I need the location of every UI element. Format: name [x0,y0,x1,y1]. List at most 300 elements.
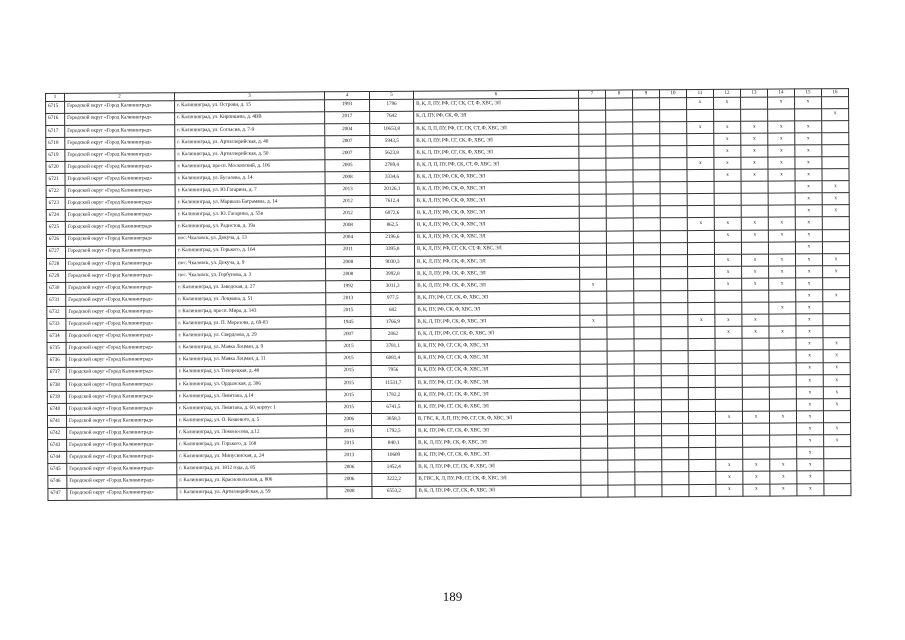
mark-cell [823,314,850,326]
mark-cell [689,436,716,448]
municipality: Городской округ «Город Калининград» [66,270,176,283]
mark-cell [689,460,716,472]
mark-cell: x [796,266,823,278]
municipality: Городской округ «Город Калининград» [66,415,176,428]
area: 3781,1 [371,341,415,353]
mark-cell [823,326,850,338]
mark-cell [823,277,850,289]
works-list: В, К, ПУ, РФ, СГ, СК, Ф, ХВС, ЭЛ [416,424,581,437]
mark-cell: x [741,230,768,242]
address: пос. Чкаловск, ул. Докуча, д. 9 [176,257,326,270]
works-list: В, К, Л, ПУ, РФ, СГ, СК, Ф, ХВС, ЭЛ [416,485,581,498]
mark-cell [662,460,689,472]
record-number: 6727 [46,246,65,258]
mark-cell [688,375,715,387]
mark-cell [634,400,661,412]
mark-cell: x [797,459,824,471]
mark-cell [607,363,634,375]
year: 2006 [327,474,372,486]
mark-cell: x [687,121,714,133]
mark-cell: x [768,169,795,181]
mark-cell [579,170,606,182]
mark-cell [580,376,607,388]
year: 2013 [326,293,371,305]
works-list: В, К, ПУ, РФ, СГ, СК, Ф, ХВС, ЭЛ [415,340,580,353]
mark-cell [579,255,606,267]
mark-cell [579,182,606,194]
works-list: В, К, Л, П, ПУ, РФ, СК, СТ, Ф, ХВС, ЭЛ [414,158,579,171]
mark-cell: x [742,314,769,326]
mark-cell [607,303,634,315]
mark-cell: x [768,229,795,241]
mark-cell: x [824,423,851,435]
mark-cell [579,158,606,170]
mark-cell [688,399,715,411]
mark-cell [715,363,742,375]
municipality: Городской округ «Город Калининград» [66,390,176,403]
column-number: 12 [713,89,740,97]
mark-cell [769,387,796,399]
mark-cell: x [768,96,795,108]
mark-cell [607,291,634,303]
mark-cell [660,230,687,242]
mark-cell [579,219,606,231]
address: пос. Чкаловск, ул. Докуча, д. 13 [175,232,325,245]
mark-cell [741,193,768,205]
record-number: 6736 [47,355,66,367]
address: г. Калининград, ул. Левитана, д.14 [176,390,326,403]
mark-cell [822,132,849,144]
mark-cell [661,412,688,424]
mark-cell [688,278,715,290]
record-number: 6738 [47,379,66,391]
mark-cell [608,448,635,460]
mark-cell: x [797,483,824,495]
mark-cell [634,387,661,399]
mark-cell [688,411,715,423]
mark-cell: x [796,326,823,338]
mark-cell [635,436,662,448]
mark-cell: x [741,145,768,157]
mark-cell: x [715,278,742,290]
mark-cell [633,218,660,230]
mark-cell [741,109,768,121]
column-number: 9 [632,90,659,98]
municipality: Городской округ «Город Калининград» [65,112,175,125]
mark-cell [579,98,606,110]
mark-cell [607,388,634,400]
works-list: В, К, ПУ, РФ, СГ, СК, Ф, ХВС, ЭЛ [415,352,580,365]
mark-cell: x [742,266,769,278]
record-number: 6732 [47,306,66,318]
address: г. Калининград, ул. Ломоносова, д.12 [177,426,327,439]
year: 2005 [325,159,370,171]
area: 3222,2 [372,474,416,486]
year: 2015 [326,341,371,353]
mark-cell [769,375,796,387]
works-list: В, К, ПУ, РФ, СГ, СК, Ф, ХВС, ЭЛ [415,291,580,304]
mark-cell [606,170,633,182]
mark-cell: x [823,374,850,386]
mark-cell [715,375,742,387]
address: г. Калининград, ул. Ордынская, д. 306 [176,377,326,390]
address: г. Калининград, ул. Краснопольская, д. 806 [177,474,327,487]
mark-cell [742,375,769,387]
year: 2017 [325,111,370,123]
mark-cell [770,423,797,435]
mark-cell [743,423,770,435]
mark-cell [688,266,715,278]
year: 2013 [325,184,370,196]
mark-cell [635,460,662,472]
record-number: 6731 [47,294,66,306]
municipality: Городской округ «Город Калининград» [65,161,175,174]
area: 7956 [371,365,415,377]
area: 20126,1 [370,183,414,195]
mark-cell [634,279,661,291]
mark-cell: x [795,133,822,145]
address: г. Калининград, ул. Свердлова, д. 29 [176,329,326,342]
mark-cell [579,243,606,255]
mark-cell [580,412,607,424]
mark-cell [660,242,687,254]
mark-cell: x [580,279,607,291]
area: 10653,8 [370,123,414,135]
record-number: 6719 [46,149,65,161]
municipality: Городской округ «Город Калининград» [65,197,175,210]
year: 2008 [327,486,372,498]
mark-cell: x [714,218,741,230]
column-number: 1 [46,93,65,101]
municipality: Городской округ «Город Калининград» [67,487,177,500]
mark-cell: x [580,315,607,327]
mark-cell: x [796,374,823,386]
year: 2013 [327,450,372,462]
mark-cell [580,339,607,351]
mark-cell [687,133,714,145]
works-list: К, Л, ПУ, РФ, СК, Ф, ЭЛ [414,110,579,123]
mark-cell: x [743,484,770,496]
mark-cell: x [796,411,823,423]
municipality: Городской округ «Город Калининград» [65,149,175,162]
mark-cell: x [797,423,824,435]
mark-cell: x [687,97,714,109]
mark-cell [741,205,768,217]
mark-cell [687,182,714,194]
year: 2008 [326,268,371,280]
mark-cell [579,231,606,243]
mark-cell [689,448,716,460]
mark-cell [634,291,661,303]
works-list: В, К, Л, ПУ, РФ, СК, Ф, ХВС, ЭЛ [414,231,579,244]
mark-cell [580,400,607,412]
mark-cell [742,290,769,302]
area: 9030,3 [371,256,415,268]
address: г. Калининград, ул. Левитана, д. 60, корпус 1 [176,402,326,415]
mark-cell: x [823,290,850,302]
address: пос. Чкаловск, ул. Горбунова, д. 3 [176,269,326,282]
mark-cell [741,242,768,254]
address: г. Калининград, ул. Островн, д. 15 [175,99,325,112]
area: 6741,5 [371,401,415,413]
mark-cell [688,387,715,399]
mark-cell [662,424,689,436]
mark-cell: x [822,181,849,193]
year: 2008 [325,220,370,232]
mark-cell [688,339,715,351]
works-list: В, К, Л, ПУ, РФ, СК, Ф, ХВС, ЭЛ [415,267,580,280]
mark-cell [580,291,607,303]
mark-cell [633,242,660,254]
record-number: 6728 [47,258,66,270]
works-list: В, К, ПУ, РФ, СГ, СК, Ф, ХВС, ЭЛ [415,376,580,389]
mark-cell: x [743,471,770,483]
mark-cell [660,133,687,145]
mark-cell: x [797,447,824,459]
mark-cell [634,327,661,339]
record-number: 6744 [48,452,67,464]
record-number: 6746 [48,476,67,488]
mark-cell [823,411,850,423]
municipality: Городской округ «Город Калининград» [67,439,177,452]
mark-cell: x [770,459,797,471]
mark-cell [714,206,741,218]
municipality: Городской округ «Город Калининград» [66,330,176,343]
mark-cell [742,338,769,350]
year: 1945 [326,317,371,329]
mark-cell [607,412,634,424]
address: г. Калининград, просп. Московский, д. 106 [175,160,325,173]
mark-cell [687,194,714,206]
address: г. Калининград, ул. Кирпишева, д. 4ВВ [175,111,325,124]
mark-cell [580,352,607,364]
mark-cell [687,242,714,254]
mark-cell [635,424,662,436]
year: 2015 [326,353,371,365]
mark-cell: x [768,121,795,133]
mark-cell [635,484,662,496]
mark-cell [606,218,633,230]
mark-cell: x [769,278,796,290]
address: г. Калининград, ул. Артиллерийская, д. 50 [175,148,325,161]
mark-cell: x [769,326,796,338]
mark-cell: x [796,338,823,350]
mark-cell: x [743,459,770,471]
municipality: Городской округ «Город Калининград» [66,378,176,391]
mark-cell: x [715,327,742,339]
column-number: 11 [686,89,713,97]
mark-cell [608,436,635,448]
mark-cell: x [741,133,768,145]
mark-cell [634,303,661,315]
mark-cell [768,242,795,254]
mark-cell [606,97,633,109]
mark-cell [688,290,715,302]
mark-cell [661,387,688,399]
area: 3334,6 [370,171,414,183]
municipality: Городской округ «Город Калининград» [66,354,176,367]
mark-cell: x [824,435,851,447]
mark-cell [606,255,633,267]
mark-cell [715,399,742,411]
area: 1796 [370,99,414,111]
mark-cell: x [714,169,741,181]
address: г. Калининград, ул. Горького, д. 164 [175,244,325,257]
mark-cell [608,460,635,472]
column-number: 3 [175,92,325,100]
mark-cell: x [795,120,822,132]
mark-cell [579,146,606,158]
mark-cell: x [822,253,849,265]
mark-cell [769,362,796,374]
mark-cell: x [716,460,743,472]
mark-cell [822,120,849,132]
address: г. Калининград, ул. 1812 года, д. 85 [177,462,327,475]
mark-cell [661,303,688,315]
mark-cell: x [741,169,768,181]
municipality: Городской округ «Город Калининград» [66,282,176,295]
year: 2015 [327,426,372,438]
area: 10609 [372,449,416,461]
municipality: Городской округ «Город Калининград» [67,463,177,476]
area: 1452,4 [372,462,416,474]
column-number: 4 [324,92,369,100]
year: 2004 [325,232,370,244]
mark-cell [715,302,742,314]
year: 1993 [325,99,370,111]
mark-cell [689,484,716,496]
mark-cell: x [795,229,822,241]
mark-cell: x [795,169,822,181]
mark-cell [633,254,660,266]
mark-cell: x [715,266,742,278]
mark-cell [661,327,688,339]
year: 2011 [325,244,370,256]
address: г. Калининград, ул. Горького, д. 168 [177,438,327,451]
mark-cell [688,351,715,363]
mark-cell: x [796,350,823,362]
mark-cell [634,412,661,424]
area: 977,5 [371,292,415,304]
mark-cell [662,436,689,448]
mark-cell [742,399,769,411]
mark-cell: x [823,362,850,374]
record-number: 6734 [47,331,66,343]
mark-cell [716,423,743,435]
municipality: Городской округ «Город Калининград» [67,475,177,488]
mark-cell [822,229,849,241]
works-list: В, К, ПУ, РФ, СГ, СК, Ф, ХВС, ЭЛ [415,388,580,401]
mark-cell [769,399,796,411]
works-list: В, К, Л, П, ПУ, РФ, СГ, СК, СТ, Ф, ХВС, ЭЛ [414,122,579,135]
record-number: 6743 [48,439,67,451]
mark-cell [633,134,660,146]
mark-cell: x [797,471,824,483]
mark-cell [579,122,606,134]
mark-cell [580,267,607,279]
mark-cell [661,278,688,290]
municipality: Городской округ «Город Калининград» [66,294,176,307]
year: 2007 [325,147,370,159]
mark-cell: x [796,314,823,326]
area: 5943,5 [370,135,414,147]
mark-cell [580,303,607,315]
works-list: В, К, Л, ПУ, РФ, СГ, СК, Ф, ХВС, ЭЛ [415,328,580,341]
mark-cell: x [769,302,796,314]
mark-cell: x [796,362,823,374]
record-number: 6720 [46,161,65,173]
year: 2015 [326,365,371,377]
mark-cell: x [796,302,823,314]
municipality: Городской округ «Город Калининград» [65,233,175,246]
mark-cell [660,145,687,157]
area: 3858,3 [371,413,415,425]
mark-cell [607,351,634,363]
mark-cell: x [741,121,768,133]
mark-cell [660,170,687,182]
area: 2862 [371,329,415,341]
mark-cell [581,472,608,484]
mark-cell [770,435,797,447]
mark-cell [716,435,743,447]
mark-cell [688,363,715,375]
municipality: Городской округ «Город Калининград» [67,427,177,440]
municipality: Городской округ «Город Калининград» [65,209,175,222]
mark-cell [715,387,742,399]
mark-cell [660,121,687,133]
works-list: В, К, Л, ПУ, РФ, СК, Ф, ХВС, ЭЛ [414,207,579,220]
mark-cell [661,266,688,278]
mark-cell: x [688,315,715,327]
mark-cell [608,472,635,484]
address: г. Калининград, ул. Тихорецкая, д. 48 [176,365,326,378]
mark-cell [822,217,849,229]
mark-cell [633,182,660,194]
address: г. Калининград, ул. Минусинская, д. 24 [177,450,327,463]
mark-cell [770,447,797,459]
year: 2006 [327,462,372,474]
area: 862,5 [370,220,414,232]
mark-cell [606,230,633,242]
year: 2015 [326,401,371,413]
mark-cell: x [742,278,769,290]
mark-cell [715,290,742,302]
mark-cell [660,194,687,206]
mark-cell: x [823,338,850,350]
works-list: В, К, Л, ПУ, РФ, СГ, СК, СТ, Ф, ХВС, ЭЛ [414,243,579,256]
municipality: Городской округ «Город Калининград» [65,185,175,198]
record-number: 6741 [47,415,66,427]
address: г. Калининград, ул. П. Морозова, д. 69-83 [176,317,326,330]
mark-cell [607,400,634,412]
mark-cell [579,206,606,218]
municipality: Городской округ «Город Калининград» [65,245,175,258]
mark-cell [768,193,795,205]
works-list: В, К, Л, ПУ, РФ, СК, Ф, ХВС, ЭЛ [414,182,579,195]
mark-cell: x [796,387,823,399]
mark-cell [714,193,741,205]
mark-cell [742,387,769,399]
mark-cell: x [687,157,714,169]
record-number: 6730 [47,282,66,294]
mark-cell [580,364,607,376]
mark-cell [606,158,633,170]
address: г. Калининград, ул. О. Кошевого, д. 5 [176,414,326,427]
mark-cell [661,351,688,363]
mark-cell [579,110,606,122]
mark-cell [661,315,688,327]
mark-cell [743,435,770,447]
